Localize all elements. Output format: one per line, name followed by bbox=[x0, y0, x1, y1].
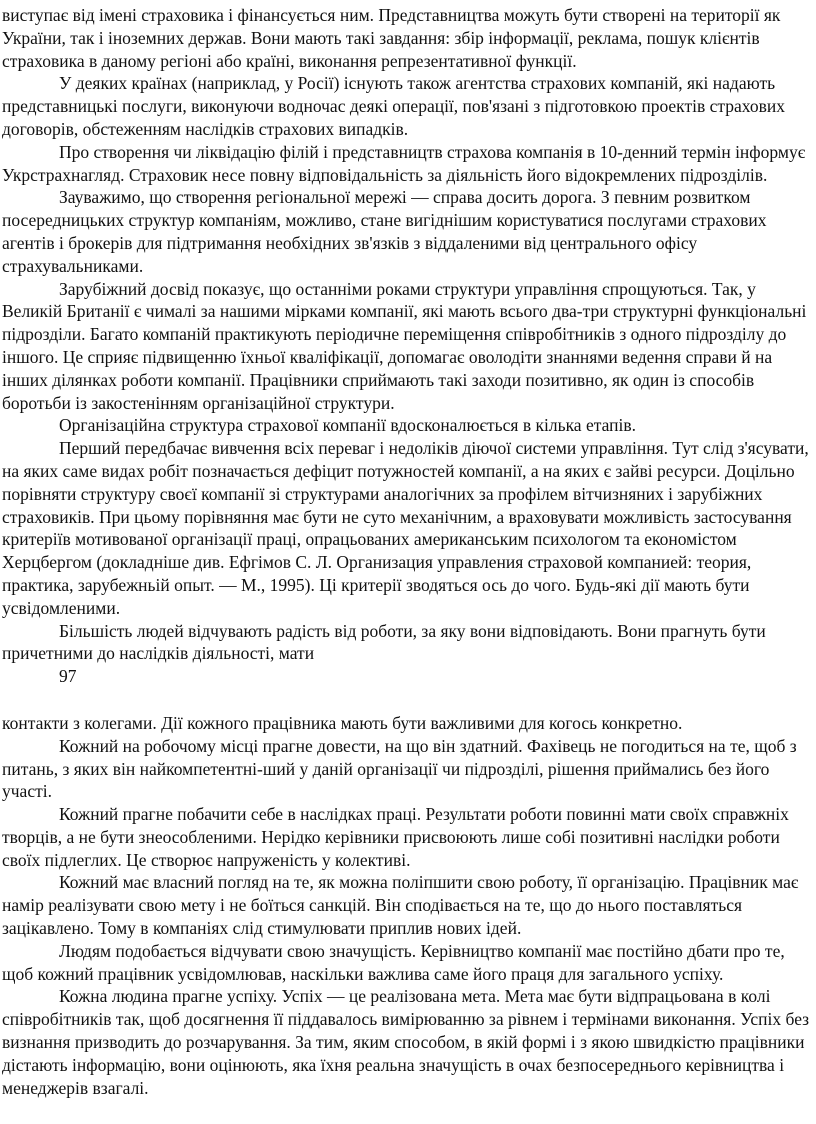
paragraph: Кожна людина прагне успіху. Успіх — це реалізована мета. Мета має бути відпрацьована в колі співробітників так, щоб досягнення її піддавалось вимірюванню за рівнем і термінами виконання. Успіх без визнання призводить до розчарування. За тим, яким способом, в якій формі і з якою швидкістю працівники дістають інформацію, вони оцінюють, яка їхня реальна значущість в очах безпосереднього керівництва і менеджерів взагалі. bbox=[2, 986, 810, 1098]
paragraph: Людям подобається відчувати свою значущість. Керівництво компанії має постійно дбати про те, щоб кожний працівник усвідомлював, наскільки важлива саме його праця для загального успіху. bbox=[2, 940, 785, 984]
paragraph: Кожний прагне побачити себе в наслідках праці. Результати роботи повинні мати своїх справжніх творців, а не бути знеособленими. Нерідко керівники присвоюють лише собі позитивні наслідки роботи своїх підлеглих. Це створює напруженість у колективі. bbox=[2, 804, 789, 870]
paragraph: Зарубіжний досвід показує, що останніми роками структури управління спрощуються. Так, у Великій Британії є чималі за нашими мірками компанії, які мають всього два-три структурні функціональні підрозділи. Багато компаній практикують періодичне переміщення співробітників з одного підрозділу до іншого. Це сприяє підвищенню їхньої кваліфікації, допомагає оволодіти знаннями ведення справи й на інших ділянках роботи компанії. Працівники сприймають такі заходи позитивно, як один із способів боротьби із закостенінням організаційної структури. bbox=[2, 278, 807, 413]
document-page bbox=[0, 4, 816, 1099]
paragraph: Про створення чи ліквідацію філій і представництв страхова компанія в 10-денний термін інформує Укрстрахнагляд. Страховик несе повну відповідальність за діяльність його відокремлених підрозділів. bbox=[2, 141, 806, 185]
paragraph: Кожний має власний погляд на те, як можна поліпшити свою роботу, її організацію. Працівник має намір реалізувати свою мету і не боїться санкцій. Він сподівається на те, що до нього поставляться зацікавлено. Тому в компаніях слід стимулювати приплив нових ідей. bbox=[2, 872, 799, 939]
paragraph: Більшість людей відчувають радість від роботи, за яку вони відповідають. Вони прагнуть бути причетними до наслідків діяльності, мати bbox=[2, 620, 766, 664]
page-break-gap bbox=[2, 688, 814, 712]
paragraph: У деяких країнах (наприклад, у Росії) існують також агентства страхових компаній, які надають представницькі послуги, виконуючи водночас деякі операції, пов'язані з підготовкою проектів страхових договорів, обстеженням наслідків страхових випадків. bbox=[2, 73, 785, 139]
paragraph-continued: контакти з колегами. Дії кожного працівника мають бути важливими для когось конкретно. bbox=[2, 712, 683, 733]
paragraph: Кожний на робочому місці прагне довести, на що він здатний. Фахівець не погодиться на те, щоб з питань, з яких він найкомпетентні-ший у даній організації чи підрозділі, рішення приймались без його участі. bbox=[2, 735, 797, 802]
paragraph: Зауважимо, що створення регіональної мережі — справа досить дорога. З певним розвитком посередницьких структур компаніям, можливо, стане вигіднішим користуватися послугами страхових агентів і брокерів для підтримання необхідних зв'язків з віддаленими від центрального офісу страхувальниками. bbox=[2, 187, 767, 276]
page-number: 97 bbox=[59, 666, 77, 687]
paragraph: Організаційна структура страхової компанії вдосконалюється в кілька етапів. bbox=[59, 415, 636, 436]
paragraph: Перший передбачає вивчення всіх переваг і недоліків діючої системи управління. Тут слід з'ясувати, на яких саме видах робіт позначається дефіцит потужностей компанії, а на яких є зайві ресурси. Доцільно порівняти структуру своєї компанії зі структурами аналогічних за профілем вітчизняних і зарубіжних страховиків. При цьому порівняння має бути не суто механічним, а враховувати можливість застосування критеріїв мотивованої організації праці, опрацьованих американським психологом та економістом Херцбергом (докладніше див. Ефгімов С. Л. Организация управления страховой компанией: теория, практика, зарубежньій опыт. — М., 1995). Ці критерії зводяться ось до чого. Будь-які дії мають бути усвідомленими. bbox=[2, 438, 809, 618]
paragraph-continued: виступає від імені страховика і фінансується ним. Представництва можуть бути створені на території як України, так і іноземних держав. Вони мають такі завдання: збір інформації, реклама, пошук клієнтів страховика в даному регіоні або країні, виконання репрезентативної функції. bbox=[2, 5, 781, 71]
